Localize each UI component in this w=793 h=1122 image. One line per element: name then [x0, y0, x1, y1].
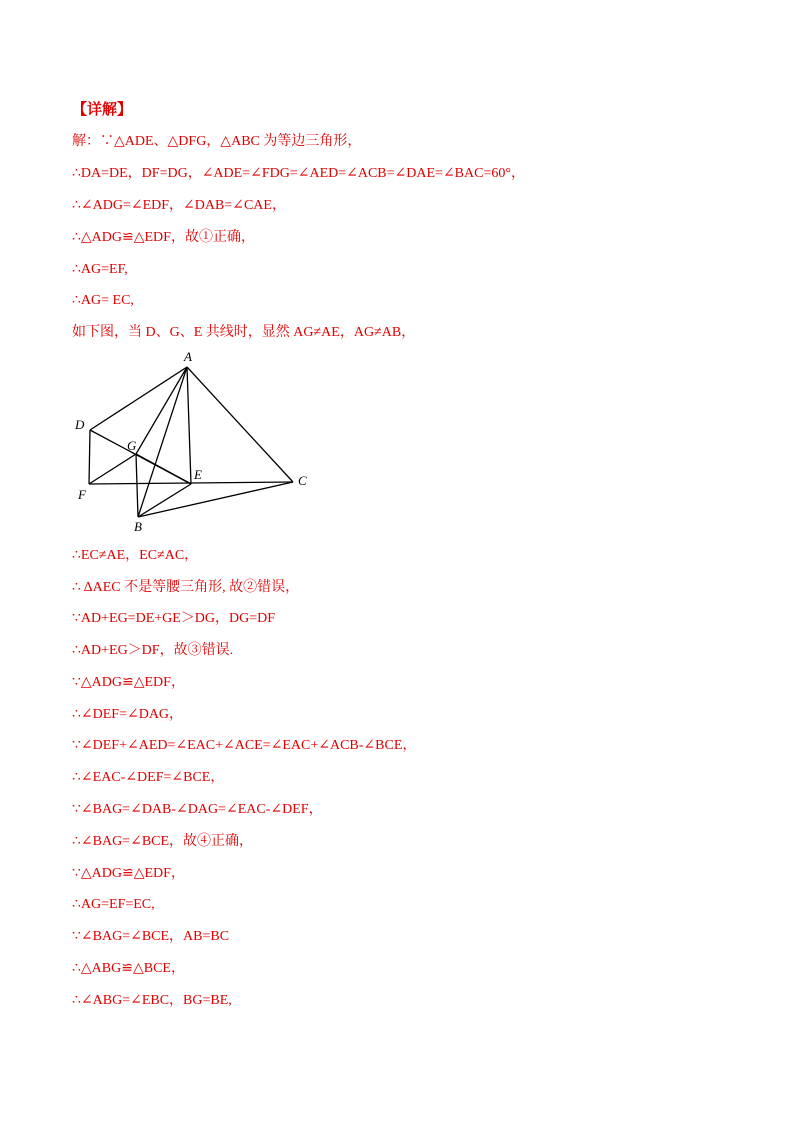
segment-AE [187, 367, 191, 484]
segment-BC [138, 482, 293, 517]
solution-line-12: ∵△ADG≌△EDF， [72, 675, 185, 690]
solution-line-3: ∴∠ADG=∠EDF，∠DAB=∠CAE， [72, 198, 286, 213]
solution-line-8: ∴EC≠AE，EC≠AC， [72, 548, 199, 563]
section-heading: 【详解】 [72, 102, 133, 118]
solution-line-22: ∴∠ABG=∠EBC，BG=BE, [72, 993, 232, 1008]
figure-segments [89, 367, 293, 517]
solution-line-6: ∴AG= EC, [72, 293, 134, 308]
solution-line-18: ∵△ADG≌△EDF， [72, 866, 185, 881]
solution-line-11: ∴AD+EG＞DF，故③错误. [72, 643, 234, 658]
segment-AC [187, 367, 293, 482]
segment-AB [138, 367, 187, 517]
solution-line-5: ∴AG=EF, [72, 262, 128, 277]
solution-line-20: ∵∠BAG=∠BCE，AB=BC [72, 929, 230, 944]
label-B: B [134, 519, 142, 534]
segment-FG [89, 454, 136, 484]
solution-line-2: ∴DA=DE，DF=DG，∠ADE=∠FDG=∠AED=∠ACB=∠DAE=∠BAC=60°， [72, 166, 525, 181]
label-C: C [298, 473, 307, 488]
geometry-figure [70, 350, 320, 540]
solution-line-19: ∴AG=EF=EC, [72, 897, 155, 912]
solution-line-16: ∵∠BAG=∠DAB-∠DAG=∠EAC-∠DEF， [72, 802, 323, 817]
label-A: A [184, 350, 192, 364]
solution-line-4: ∴△ADG≌△EDF，故①正确， [72, 230, 255, 245]
segment-BE [138, 484, 191, 517]
solution-line-15: ∴∠EAC-∠DEF=∠BCE， [72, 770, 225, 785]
label-E: E [194, 467, 202, 482]
solution-line-17: ∴∠BAG=∠BCE，故④正确， [72, 834, 254, 849]
segment-DF [89, 430, 90, 484]
solution-line-10: ∵AD+EG=DE+GE＞DG，DG=DF [72, 611, 276, 626]
segment-AG [136, 367, 187, 454]
segment-GB [136, 454, 138, 517]
segment-AD [90, 367, 187, 430]
solution-line-21: ∴△ABG≌△BCE， [72, 961, 185, 976]
solution-line-13: ∴∠DEF=∠DAG， [72, 707, 184, 722]
label-D: D [75, 417, 85, 432]
label-F: F [78, 487, 86, 502]
label-G: G [127, 438, 137, 453]
solution-line-14: ∵∠DEF+∠AED=∠EAC+∠ACE=∠EAC+∠ACB-∠BCE， [72, 738, 417, 753]
segment-GE [136, 454, 191, 484]
solution-line-7: 如下图，当 D、G、E 共线时，显然 AG≠AE，AG≠AB， [72, 325, 416, 340]
solution-line-9: ∴ ΔAEC 不是等腰三角形, 故②错误， [72, 580, 300, 595]
solution-line-1: 解：∵△ADE、△DFG，△ABC 为等边三角形， [72, 134, 362, 149]
